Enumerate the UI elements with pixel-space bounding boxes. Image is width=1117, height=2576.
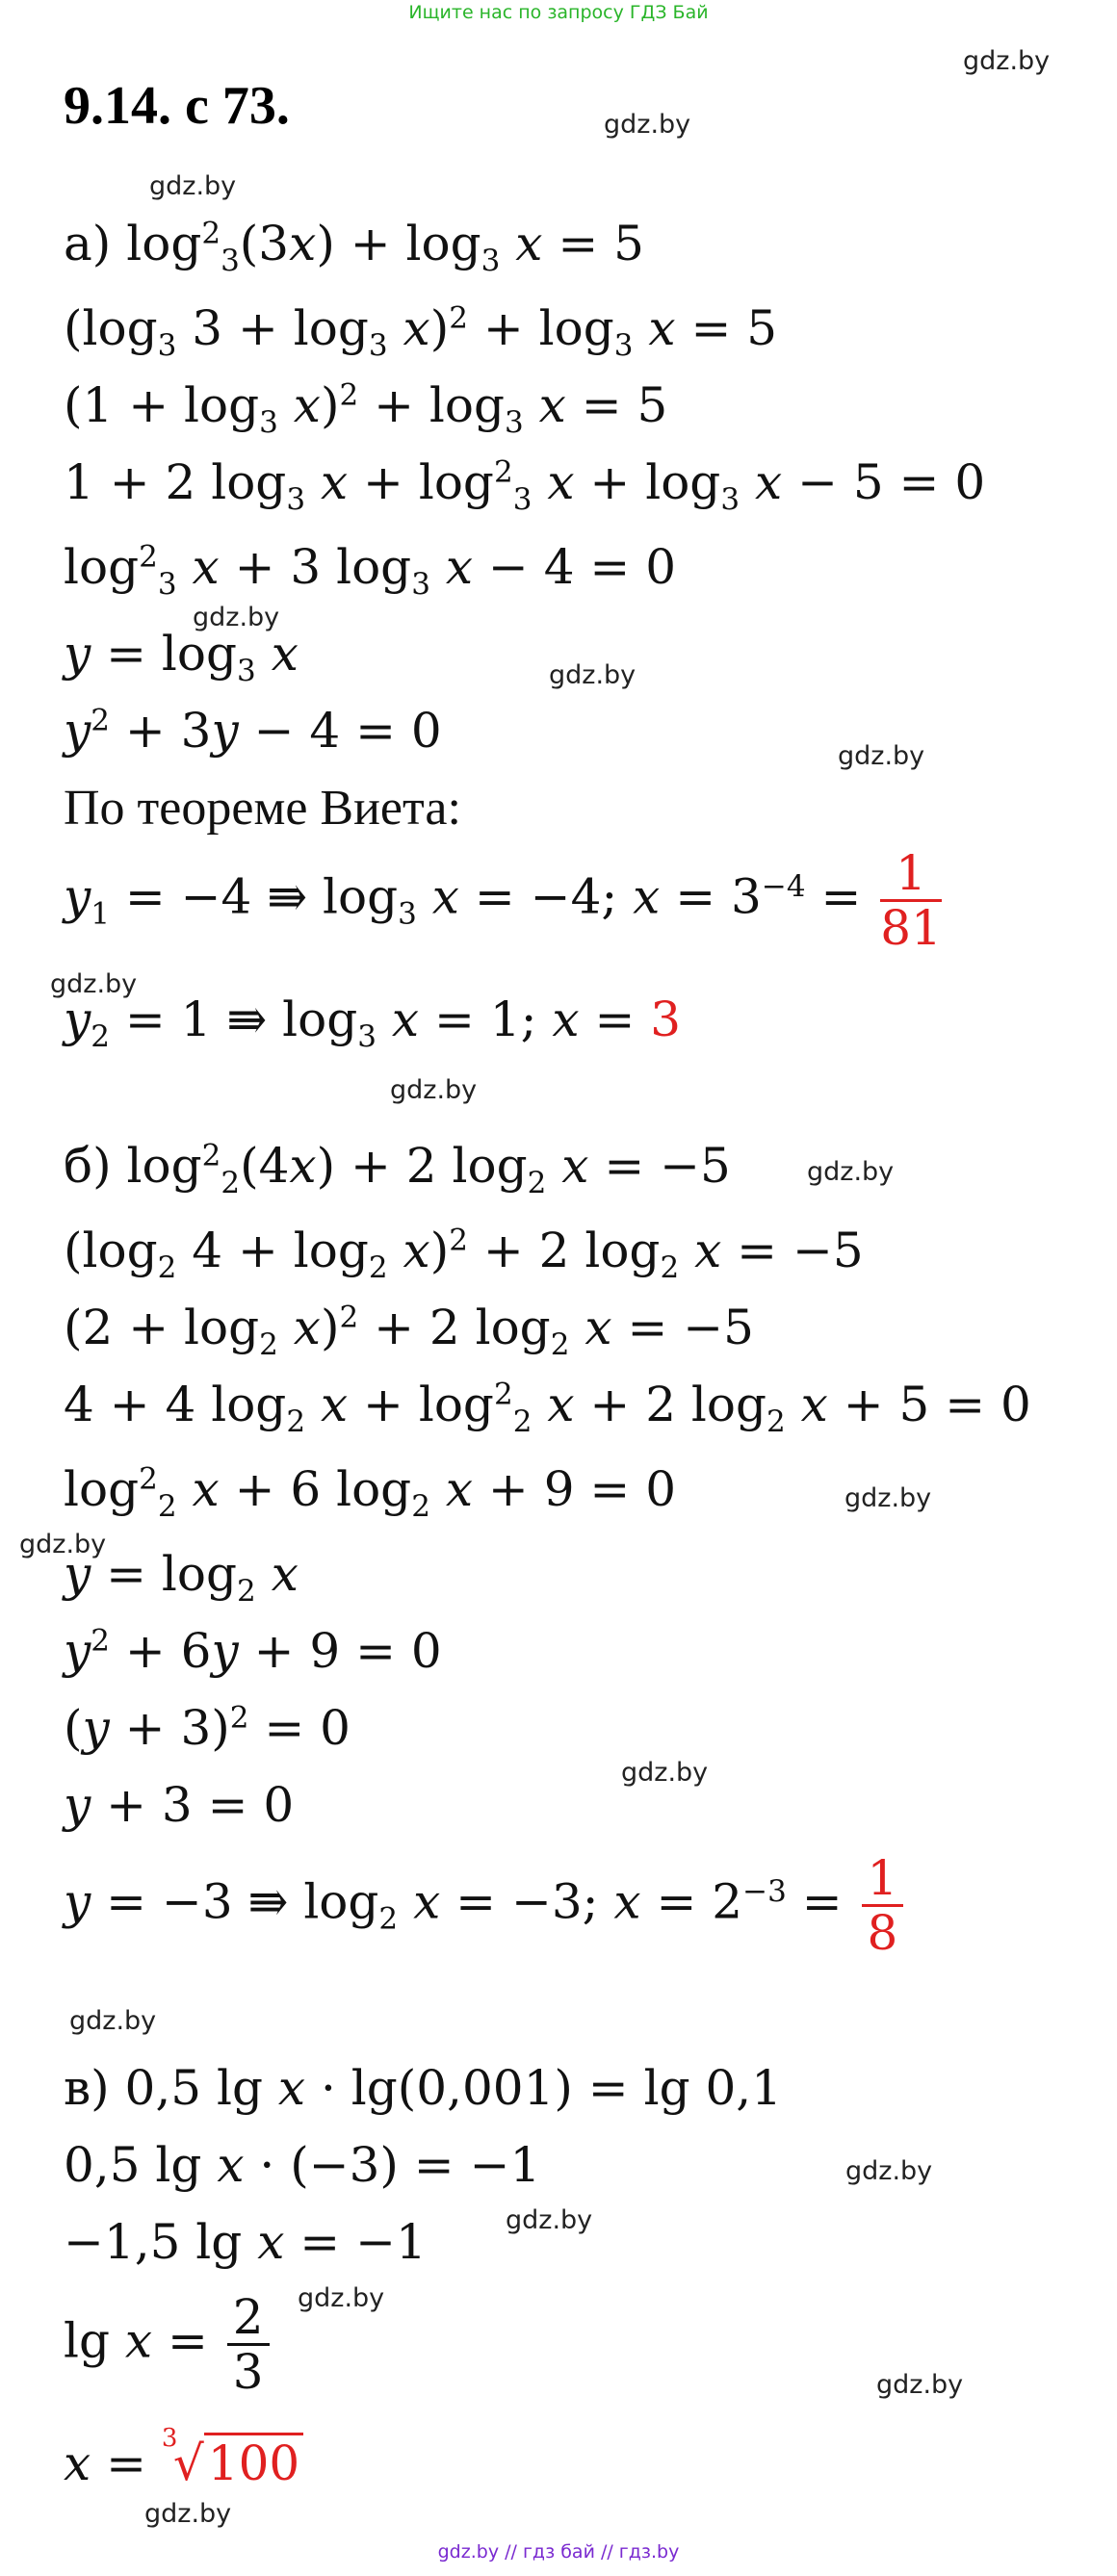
watermark: gdz.by xyxy=(193,603,280,632)
footer-links[interactable]: gdz.by // гдз бай // гдз.by xyxy=(437,2541,680,2563)
part-v-step-1: 0,5 lg x · (−3) = −1 xyxy=(64,2137,541,2193)
part-b-substitution: $y = \log_2 x$ xyxy=(64,1546,299,1609)
watermark: gdz.by xyxy=(845,2156,933,2186)
part-b-step-3: 4 + 4 $\log_2 x + \log^2_2 x + 2$ $\log_2 x + 5 = 0$ xyxy=(64,1377,1031,1439)
part-a-substitution: $y = \log_3 x$ xyxy=(64,626,299,688)
part-b-step-2: $(2 + \log_2 x)^2 + 2$ $\log_2 x = -5$ xyxy=(64,1300,754,1362)
part-a-step-2: $(1 + \log_3 x)^2 + \log_3 x = 5$ xyxy=(64,377,668,440)
watermark: gdz.by xyxy=(549,660,636,690)
watermark: gdz.by xyxy=(144,2499,232,2529)
watermark: gdz.by xyxy=(838,741,925,771)
part-b-linear: y + 3 = 0 xyxy=(64,1777,295,1833)
watermark: gdz.by xyxy=(604,110,691,140)
part-a-answer-2: 3 xyxy=(650,992,682,1047)
part-b-quadratic: $y^2 + 6y + 9 = 0$ xyxy=(64,1623,442,1679)
part-b-step-1: ($\log_2$ $4 + \log_2 x)^2 + 2$ $\log_2 x = -5$ xyxy=(64,1223,864,1285)
watermark: gdz.by xyxy=(298,2283,385,2313)
part-a-equation: а) $\log^2_3(3x) + \log_3 x = 5$ xyxy=(64,216,644,278)
watermark: gdz.by xyxy=(390,1075,478,1105)
part-v-answer: 3 √100 xyxy=(162,2435,303,2491)
watermark: gdz.by xyxy=(506,2205,593,2235)
watermark: gdz.by xyxy=(69,2006,157,2036)
part-v-equation: в) 0,5 lg x · lg(0,001) = lg 0,1 xyxy=(64,2060,782,2116)
part-v-label: в) xyxy=(64,2060,110,2116)
watermark: gdz.by xyxy=(50,969,138,999)
watermark: gdz.by xyxy=(963,46,1051,76)
part-b-root: y = −3 ⇛ $\log_2 x = -3$; $x = 2^{-3}$ = $\frac{1}{8}$ xyxy=(64,1852,907,1959)
part-v-fraction: $\frac{2}{3}$ xyxy=(227,2291,270,2398)
problem-title: 9.14. с 73. xyxy=(64,76,290,136)
part-a-answer-1: $\frac{1}{81}$ xyxy=(880,845,942,956)
watermark: gdz.by xyxy=(876,2370,964,2400)
part-a-quadratic: $y^2 + 3y - 4 = 0$ xyxy=(64,703,442,759)
part-a-root-2: $y_2 = 1$ ⇛ $\log_3 x = 1$; x = 3 xyxy=(64,992,682,1054)
watermark: gdz.by xyxy=(149,171,237,201)
top-banner[interactable]: Ищите нас по запросу ГДЗ Бай xyxy=(408,2,709,23)
part-a-step-4: $\log^2_3 x + 3$ $\log_3 x - 4 = 0$ xyxy=(64,539,677,602)
part-b-label: б) xyxy=(64,1138,112,1194)
part-v-step-3: lg x = $\frac{2}{3}$ xyxy=(64,2291,273,2398)
part-b-square: $(y + 3)^2 = 0$ xyxy=(64,1700,351,1756)
part-a-root-1: $y_1 = -4$ ⇛ $\log_3 x = -4$; $x = 3^{-4}$ = $\frac{1}{81}$ xyxy=(64,845,942,956)
watermark: gdz.by xyxy=(19,1530,107,1559)
part-v-answer-line: x = 3 √100 xyxy=(64,2435,303,2491)
watermark: gdz.by xyxy=(621,1758,709,1788)
part-a-label: а) xyxy=(64,216,112,271)
part-b-step-4: $\log^2_2 x + 6$ $\log_2 x + 9 = 0$ xyxy=(64,1461,677,1524)
part-v-step-2: −1,5 lg x = −1 xyxy=(64,2214,427,2270)
part-a-theorem-text: По теореме Виета: xyxy=(64,781,461,836)
part-b-equation: б) $\log^2_2(4x) + 2$ $\log_2 x = -5$ xyxy=(64,1138,731,1200)
part-a-step-1: ($\log_3$ $3 + \log_3 x)^2 + \log_3 x = 5$ xyxy=(64,300,778,363)
watermark: gdz.by xyxy=(807,1157,895,1187)
watermark: gdz.by xyxy=(844,1483,932,1513)
part-b-answer: $\frac{1}{8}$ xyxy=(862,1852,904,1959)
part-a-step-3: 1 + 2 $\log_3 x + \log^2_3 x + \log_3 x - 5 = 0$ xyxy=(64,454,986,517)
